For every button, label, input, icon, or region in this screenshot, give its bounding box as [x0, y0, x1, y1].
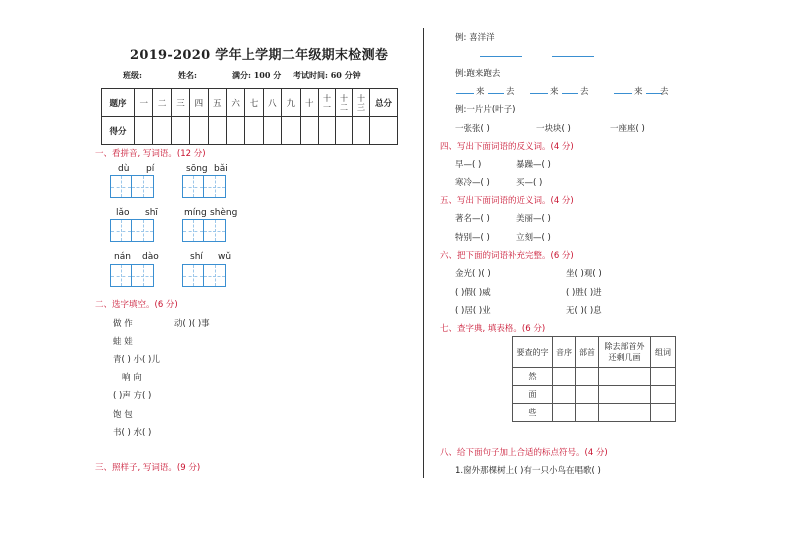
char-pair: 做 作 — [113, 319, 133, 329]
answer-line[interactable] — [456, 93, 474, 94]
pinyin: lǎo — [116, 208, 130, 218]
score-cell[interactable] — [190, 117, 208, 145]
fill-blank-item: 著名—( ) — [455, 214, 490, 224]
fill-blank-item: 无( )( )息 — [566, 306, 602, 316]
score-cell[interactable] — [336, 117, 353, 145]
dict-char: 些 — [513, 404, 553, 422]
writing-grid[interactable] — [110, 219, 154, 242]
fill-blank-item: 动( )( )事 — [174, 319, 210, 329]
score-header-cell: 十 一 — [319, 89, 336, 117]
page-title: 2019-2020 学年上学期二年级期末检测卷 — [130, 48, 389, 63]
score-cell[interactable] — [263, 117, 281, 145]
pinyin: shí — [190, 252, 203, 262]
fill-blank-item: 一张张( ) — [455, 124, 490, 134]
dict-cell[interactable] — [651, 386, 676, 404]
dict-header: 要查的字 — [513, 337, 553, 368]
fill-blank-item: 美丽—( ) — [516, 214, 551, 224]
score-cell[interactable] — [208, 117, 226, 145]
dict-cell[interactable] — [599, 404, 651, 422]
score-header-cell: 二 — [153, 89, 171, 117]
writing-grid[interactable] — [182, 175, 226, 198]
fill-blank-item: 寒冷—( ) — [455, 178, 490, 188]
dict-cell[interactable] — [553, 386, 576, 404]
dict-cell[interactable] — [651, 404, 676, 422]
pinyin: wǔ — [218, 252, 232, 262]
section-2-title: 二、选字填空。(6 分) — [95, 300, 178, 310]
score-cell[interactable] — [282, 117, 300, 145]
dict-cell[interactable] — [599, 368, 651, 386]
section-8-title: 八、给下面句子加上合适的标点符号。(4 分) — [440, 448, 608, 458]
pinyin: nán — [114, 252, 131, 262]
score-header-cell: 总分 — [370, 89, 398, 117]
pinyin: bǎi — [214, 164, 228, 174]
score-header-cell: 七 — [245, 89, 263, 117]
pinyin: sōng — [186, 164, 208, 174]
score-cell[interactable] — [135, 117, 153, 145]
fill-blank-item: 特别—( ) — [455, 233, 490, 243]
score-header-cell: 六 — [226, 89, 244, 117]
dict-header: 音序 — [553, 337, 576, 368]
pinyin: shī — [145, 208, 158, 218]
score-header-cell: 十 — [300, 89, 318, 117]
dict-cell[interactable] — [576, 386, 599, 404]
exam-time: 考试时间: 60 分钟 — [293, 70, 361, 80]
score-header-cell: 十 三 — [353, 89, 370, 117]
dict-cell[interactable] — [576, 368, 599, 386]
dict-cell[interactable] — [576, 404, 599, 422]
word-lai: 来 — [634, 87, 643, 97]
dict-cell[interactable] — [651, 368, 676, 386]
pinyin: dù — [118, 164, 130, 174]
example-3: 例:一片片(叶子) — [455, 105, 516, 115]
score-header-cell: 十 二 — [336, 89, 353, 117]
score-row-label: 得分 — [102, 117, 135, 145]
section-5-title: 五、写出下面词语的近义词。(4 分) — [440, 196, 574, 206]
writing-grid[interactable] — [182, 264, 226, 287]
fill-blank-item: 暴躁—( ) — [516, 160, 551, 170]
section-7-title: 七、查字典, 填表格。(6 分) — [440, 324, 546, 334]
char-pair: 饱 包 — [113, 410, 133, 420]
section-6-title: 六、把下面的词语补充完整。(6 分) — [440, 251, 574, 261]
score-table — [101, 88, 398, 145]
fill-blank-item: 立刻—( ) — [516, 233, 551, 243]
full-score: 满分: 100 分 — [232, 70, 282, 80]
dict-header: 除去部首外还剩几画 — [599, 337, 651, 368]
score-header-cell: 五 — [208, 89, 226, 117]
score-cell[interactable] — [353, 117, 370, 145]
answer-line[interactable] — [530, 93, 548, 94]
writing-grid[interactable] — [182, 219, 226, 242]
fill-blank-item: 书( ) 水( ) — [113, 428, 152, 438]
word-qu: 去 — [580, 87, 589, 97]
answer-line[interactable] — [488, 93, 504, 94]
writing-grid[interactable] — [110, 264, 154, 287]
score-header-cell: 四 — [190, 89, 208, 117]
answer-line[interactable] — [480, 56, 522, 57]
fill-blank-item: ( )胜( )进 — [566, 288, 602, 298]
score-header-cell: 一 — [135, 89, 153, 117]
class-label: 班级: — [123, 70, 142, 80]
dict-char: 然 — [513, 368, 553, 386]
score-header-cell: 九 — [282, 89, 300, 117]
name-label: 姓名: — [178, 70, 197, 80]
section-4-title: 四、写出下面词语的反义词。(4 分) — [440, 142, 574, 152]
score-cell[interactable] — [370, 117, 398, 145]
word-lai: 来 — [550, 87, 559, 97]
answer-line[interactable] — [562, 93, 578, 94]
score-header-cell: 题序 — [102, 89, 135, 117]
fill-blank-item: 坐( )观( ) — [566, 269, 602, 279]
fill-blank-item: 一座座( ) — [610, 124, 645, 134]
example-2: 例:跑来跑去 — [455, 69, 501, 79]
column-divider — [423, 28, 424, 478]
score-header-cell: 八 — [263, 89, 281, 117]
dict-char: 面 — [513, 386, 553, 404]
pinyin: dào — [142, 252, 159, 262]
fill-blank-item: 一块块( ) — [536, 124, 571, 134]
section-1-title: 一、看拼音, 写词语。(12 分) — [95, 149, 206, 159]
fill-blank-item: 金光( )( ) — [455, 269, 491, 279]
fill-blank-item: 青( ) 小( )儿 — [113, 355, 160, 365]
score-cell[interactable] — [171, 117, 189, 145]
word-lai: 来 — [476, 87, 485, 97]
fill-blank-item: ( )假( )威 — [455, 288, 491, 298]
pinyin: pí — [146, 164, 155, 174]
score-header-cell: 三 — [171, 89, 189, 117]
writing-grid[interactable] — [110, 175, 154, 198]
pinyin: míng — [184, 208, 207, 218]
dict-header: 组词 — [651, 337, 676, 368]
char-pair: 蛙 娃 — [113, 337, 133, 347]
fill-blank-item: 早—( ) — [455, 160, 482, 170]
fill-blank-item: ( )居( )业 — [455, 306, 491, 316]
fill-blank-item: ( )声 方( ) — [113, 391, 152, 401]
word-qu: 去 — [506, 87, 515, 97]
word-qu: 去 — [660, 87, 669, 97]
section-3-title: 三、照样子, 写词语。(9 分) — [95, 463, 201, 473]
example-1: 例: 喜洋洋 — [455, 33, 495, 43]
score-cell[interactable] — [245, 117, 263, 145]
char-pair: 响 向 — [122, 373, 142, 383]
fill-blank-item: 买—( ) — [516, 178, 543, 188]
dict-cell[interactable] — [553, 368, 576, 386]
answer-line[interactable] — [552, 56, 594, 57]
score-cell[interactable] — [319, 117, 336, 145]
dictionary-table — [512, 336, 676, 422]
score-cell[interactable] — [226, 117, 244, 145]
score-cell[interactable] — [153, 117, 171, 145]
dict-header: 部首 — [576, 337, 599, 368]
answer-line[interactable] — [614, 93, 632, 94]
punctuation-sentence: 1.窗外那棵树上( )有一只小鸟在唱歌( ) — [455, 466, 601, 476]
dict-cell[interactable] — [599, 386, 651, 404]
score-cell[interactable] — [300, 117, 318, 145]
dict-cell[interactable] — [553, 404, 576, 422]
pinyin: shèng — [210, 208, 238, 218]
